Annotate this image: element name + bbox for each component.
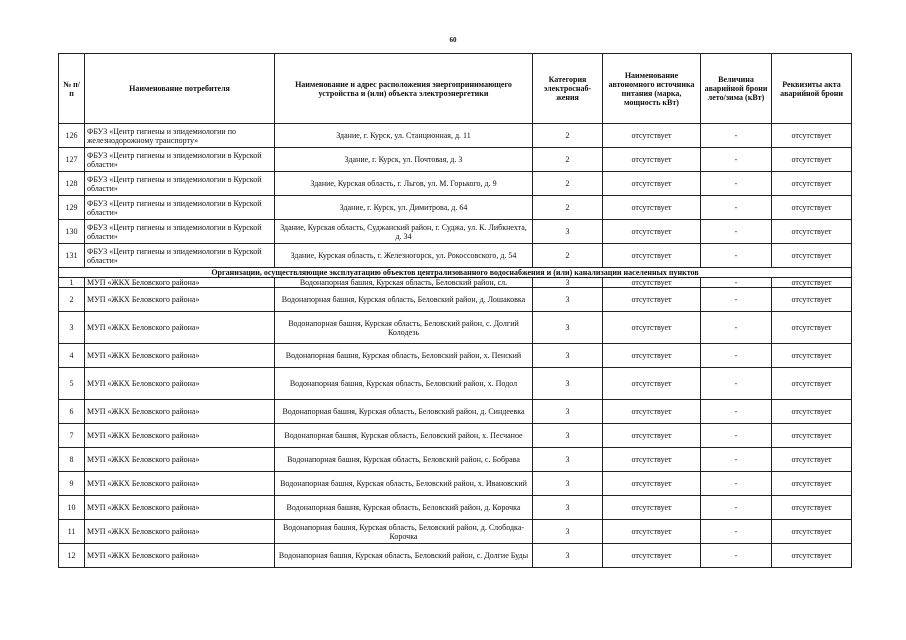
- header-consumer: Наименование потребителя: [85, 54, 275, 124]
- reserve-value: -: [701, 424, 772, 448]
- row-num: 127: [59, 148, 85, 172]
- row-num: 3: [59, 312, 85, 344]
- table-row: [59, 400, 852, 424]
- supply-category: 3: [533, 544, 603, 568]
- power-source: отсутствует: [603, 220, 701, 244]
- reserve-value: -: [701, 400, 772, 424]
- consumer-name: ФБУЗ «Центр гигиены и эпидемиологии в Курской области»: [85, 148, 275, 172]
- power-source: отсутствует: [603, 244, 701, 268]
- supply-category: 3: [533, 288, 603, 312]
- act-details: отсутствует: [772, 448, 852, 472]
- header-row: [59, 54, 852, 124]
- consumer-name: ФБУЗ «Центр гигиены и эпидемиологии в Курской области»: [85, 244, 275, 268]
- object-address: Здание, г. Курск, ул. Почтовая, д. 3: [275, 148, 533, 172]
- reserve-value: -: [701, 496, 772, 520]
- table-row: [59, 148, 852, 172]
- reserve-value: -: [701, 368, 772, 400]
- object-address: Водонапорная башня, Курская область, Беловский район, х. Подол: [275, 368, 533, 400]
- object-address: Здание, Курская область, г. Железногорск, ул. Рокоссовского, д. 54: [275, 244, 533, 268]
- power-source: отсутствует: [603, 544, 701, 568]
- table-row: [59, 172, 852, 196]
- row-num: 128: [59, 172, 85, 196]
- consumer-name: ФБУЗ «Центр гигиены и эпидемиологии по железнодорожному транспорту»: [85, 124, 275, 148]
- power-source: отсутствует: [603, 172, 701, 196]
- object-address: Водонапорная башня, Курская область, Беловский район, с. Долгий Колодезь: [275, 312, 533, 344]
- power-source: отсутствует: [603, 400, 701, 424]
- supply-category: 3: [533, 448, 603, 472]
- act-details: отсутствует: [772, 124, 852, 148]
- header-act: Реквизиты акта аварийной брони: [772, 54, 852, 124]
- supply-category: 2: [533, 124, 603, 148]
- table-section: [59, 268, 852, 278]
- reserve-value: -: [701, 544, 772, 568]
- supply-category: 3: [533, 344, 603, 368]
- supply-category: 3: [533, 312, 603, 344]
- header-category: Категория электроснаб-жения: [533, 54, 603, 124]
- consumer-name: МУП «ЖКХ Беловского района»: [85, 448, 275, 472]
- row-num: 126: [59, 124, 85, 148]
- act-details: отсутствует: [772, 496, 852, 520]
- row-num: 5: [59, 368, 85, 400]
- table-row: [59, 288, 852, 312]
- act-details: отсутствует: [772, 400, 852, 424]
- object-address: Здание, г. Курск, ул. Станционная, д. 11: [275, 124, 533, 148]
- supply-category: 2: [533, 196, 603, 220]
- consumers-table: [58, 53, 852, 568]
- power-source: отсутствует: [603, 124, 701, 148]
- act-details: отсутствует: [772, 368, 852, 400]
- object-address: Водонапорная башня, Курская область, Беловский район, с. Долгие Буды: [275, 544, 533, 568]
- supply-category: 3: [533, 368, 603, 400]
- supply-category: 3: [533, 424, 603, 448]
- reserve-value: -: [701, 278, 772, 288]
- supply-category: 2: [533, 244, 603, 268]
- act-details: отсутствует: [772, 344, 852, 368]
- row-num: 131: [59, 244, 85, 268]
- power-source: отсутствует: [603, 344, 701, 368]
- object-address: Водонапорная башня, Курская область, Беловский район, д. Лошаковка: [275, 288, 533, 312]
- supply-category: 2: [533, 172, 603, 196]
- consumer-name: МУП «ЖКХ Беловского района»: [85, 496, 275, 520]
- table-row: [59, 496, 852, 520]
- supply-category: 3: [533, 400, 603, 424]
- row-num: 8: [59, 448, 85, 472]
- power-source: отсутствует: [603, 520, 701, 544]
- object-address: Водонапорная башня, Курская область, Беловский район, сл.: [275, 278, 533, 288]
- reserve-value: -: [701, 244, 772, 268]
- row-num: 130: [59, 220, 85, 244]
- reserve-value: -: [701, 520, 772, 544]
- table-body-health-centers: [59, 124, 852, 268]
- row-num: 129: [59, 196, 85, 220]
- act-details: отсутствует: [772, 544, 852, 568]
- table-row: [59, 278, 852, 288]
- reserve-value: -: [701, 196, 772, 220]
- table-row: [59, 424, 852, 448]
- power-source: отсутствует: [603, 288, 701, 312]
- act-details: отсутствует: [772, 244, 852, 268]
- reserve-value: -: [701, 312, 772, 344]
- consumer-name: МУП «ЖКХ Беловского района»: [85, 424, 275, 448]
- object-address: Водонапорная башня, Курская область, Беловский район, х. Песчаное: [275, 424, 533, 448]
- power-source: отсутствует: [603, 424, 701, 448]
- header-object: Наименование и адрес расположения энергопринимающего устройства и (или) объекта электроэнергетики: [275, 54, 533, 124]
- consumer-name: МУП «ЖКХ Беловского района»: [85, 368, 275, 400]
- supply-category: 3: [533, 496, 603, 520]
- table-row: [59, 220, 852, 244]
- table-row: [59, 520, 852, 544]
- reserve-value: -: [701, 448, 772, 472]
- power-source: отсутствует: [603, 278, 701, 288]
- table-row: [59, 196, 852, 220]
- power-source: отсутствует: [603, 368, 701, 400]
- reserve-value: -: [701, 288, 772, 312]
- table-row: [59, 124, 852, 148]
- act-details: отсутствует: [772, 148, 852, 172]
- object-address: Здание, г. Курск, ул. Димитрова, д. 64: [275, 196, 533, 220]
- power-source: отсутствует: [603, 148, 701, 172]
- reserve-value: -: [701, 172, 772, 196]
- supply-category: 3: [533, 472, 603, 496]
- power-source: отсутствует: [603, 472, 701, 496]
- reserve-value: -: [701, 220, 772, 244]
- header-num: № п/п: [59, 54, 85, 124]
- row-num: 6: [59, 400, 85, 424]
- table-row: [59, 344, 852, 368]
- object-address: Водонапорная башня, Курская область, Беловский район, д. Слободка-Корочка: [275, 520, 533, 544]
- table-row: [59, 368, 852, 400]
- object-address: Водонапорная башня, Курская область, Беловский район, д. Синдеевка: [275, 400, 533, 424]
- table-row: [59, 472, 852, 496]
- act-details: отсутствует: [772, 172, 852, 196]
- power-source: отсутствует: [603, 448, 701, 472]
- header-source: Наименование автономного источника питания (марка, мощность кВт): [603, 54, 701, 124]
- object-address: Здание, Курская область, Суджанский район, г. Суджа, ул. К. Либкнехта, д. 34: [275, 220, 533, 244]
- act-details: отсутствует: [772, 278, 852, 288]
- row-num: 7: [59, 424, 85, 448]
- consumer-name: МУП «ЖКХ Беловского района»: [85, 472, 275, 496]
- section-title: Организации, осуществляющие эксплуатацию объектов централизованного водоснабжения и (или) канализации населенных пунктов: [59, 268, 852, 278]
- act-details: отсутствует: [772, 520, 852, 544]
- act-details: отсутствует: [772, 472, 852, 496]
- table-row: [59, 544, 852, 568]
- power-source: отсутствует: [603, 196, 701, 220]
- row-num: 9: [59, 472, 85, 496]
- consumer-name: МУП «ЖКХ Беловского района»: [85, 344, 275, 368]
- supply-category: 3: [533, 278, 603, 288]
- act-details: отсутствует: [772, 312, 852, 344]
- act-details: отсутствует: [772, 196, 852, 220]
- supply-category: 2: [533, 148, 603, 172]
- object-address: Водонапорная башня, Курская область, Беловский район, с. Бобрава: [275, 448, 533, 472]
- reserve-value: -: [701, 124, 772, 148]
- table-row: [59, 312, 852, 344]
- header-reserve: Величина аварийной брони лето/зима (кВт): [701, 54, 772, 124]
- consumer-name: МУП «ЖКХ Беловского района»: [85, 520, 275, 544]
- table-body-water-utilities: [59, 278, 852, 568]
- act-details: отсутствует: [772, 288, 852, 312]
- table-row: [59, 244, 852, 268]
- page-number: 60: [449, 36, 457, 44]
- reserve-value: -: [701, 344, 772, 368]
- table-row: [59, 448, 852, 472]
- consumer-name: ФБУЗ «Центр гигиены и эпидемиологии в Курской области»: [85, 220, 275, 244]
- object-address: Здание, Курская область, г. Льгов, ул. М. Горького, д. 9: [275, 172, 533, 196]
- object-address: Водонапорная башня, Курская область, Беловский район, д. Корочка: [275, 496, 533, 520]
- row-num: 4: [59, 344, 85, 368]
- row-num: 1: [59, 278, 85, 288]
- object-address: Водонапорная башня, Курская область, Беловский район, х. Ивановский: [275, 472, 533, 496]
- object-address: Водонапорная башня, Курская область, Беловский район, х. Пенский: [275, 344, 533, 368]
- supply-category: 3: [533, 520, 603, 544]
- row-num: 12: [59, 544, 85, 568]
- consumer-name: МУП «ЖКХ Беловского района»: [85, 544, 275, 568]
- reserve-value: -: [701, 148, 772, 172]
- row-num: 10: [59, 496, 85, 520]
- consumer-name: МУП «ЖКХ Беловского района»: [85, 288, 275, 312]
- act-details: отсутствует: [772, 424, 852, 448]
- reserve-value: -: [701, 472, 772, 496]
- consumer-name: МУП «ЖКХ Беловского района»: [85, 278, 275, 288]
- consumer-name: МУП «ЖКХ Беловского района»: [85, 312, 275, 344]
- consumer-name: ФБУЗ «Центр гигиены и эпидемиологии в Курской области»: [85, 172, 275, 196]
- supply-category: 3: [533, 220, 603, 244]
- consumer-name: ФБУЗ «Центр гигиены и эпидемиологии в Курской области»: [85, 196, 275, 220]
- act-details: отсутствует: [772, 220, 852, 244]
- row-num: 2: [59, 288, 85, 312]
- consumer-name: МУП «ЖКХ Беловского района»: [85, 400, 275, 424]
- power-source: отсутствует: [603, 312, 701, 344]
- section-row: [59, 268, 852, 278]
- row-num: 11: [59, 520, 85, 544]
- power-source: отсутствует: [603, 496, 701, 520]
